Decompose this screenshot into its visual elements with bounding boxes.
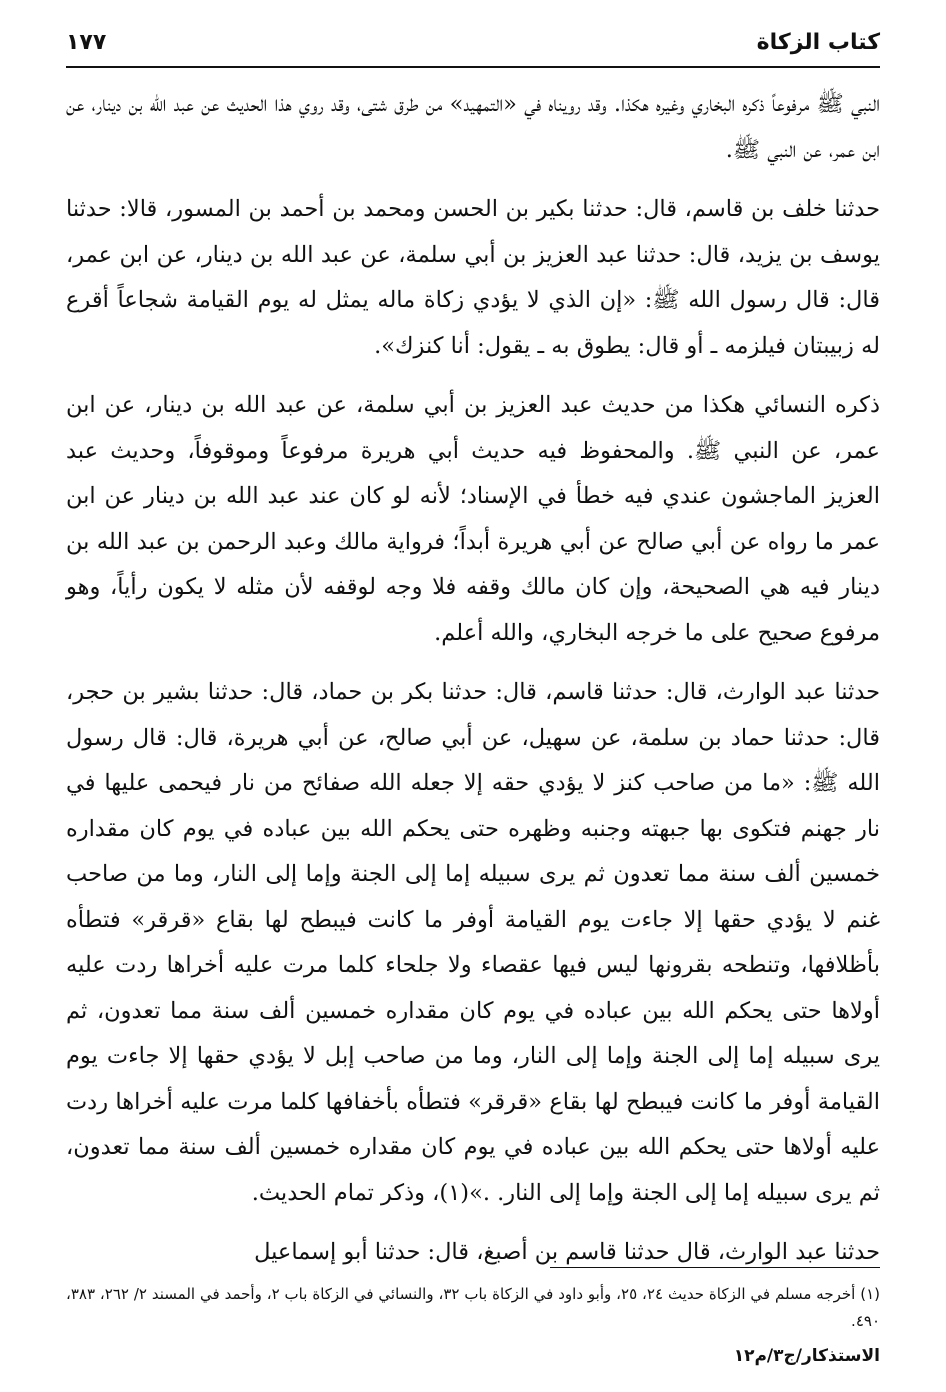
book-title: كتاب الزكاة: [756, 30, 880, 55]
paragraph: النبي ﷺ مرفوعاً ذكره البخاري وغيره هكذا. وقد رويناه في «التمهيد» من طرق شتى، وقد روي هذا الحديث عن عبد الله بن دينار، عن ابن عمر، عن النبي ﷺ.: [66, 91, 880, 163]
page-number: ١٧٧: [66, 30, 107, 55]
footnote-divider: [550, 1267, 880, 1268]
running-header: [66, 20, 880, 68]
footnote: (١) أخرجه مسلم في الزكاة حديث ٢٤، ٢٥، وأبو داود في الزكاة باب ٣٢، والنسائي في الزكاة باب ٢، وأحمد في المسند ٢/ ٢٦٢، ٣٨٣، ٤٩٠.: [66, 1285, 880, 1330]
footnotes: [66, 1281, 880, 1335]
paragraph: ذكره النسائي هكذا من حديث عبد العزيز بن أبي سلمة، عن عبد الله بن دينار، عن ابن عمر، عن النبي ﷺ. والمحفوظ فيه حديث أبي هريرة مرفوعاً وموقوفاً، وحديث عبد العزيز الماجشون عندي فيه خطأ في الإسناد؛ لأنه لو كان عند عبد الله بن دينار عن ابن عمر ما رواه عن أبي صالح عن أبي هريرة أبداً؛ فرواية مالك وعبد الرحمن بن عبد الله بن دينار فيه هي الصحيحة، وإن كان مالك وقفه فلا وجه لوقفه لأن مثله لا يكون رأياً، وهو مرفوع صحيح على ما خرجه البخاري، والله أعلم.: [66, 392, 880, 646]
main-text: [66, 82, 880, 1265]
paragraph: حدثنا عبد الوارث، قال حدثنا قاسم بن أصبغ، قال: حدثنا أبو إسماعيل: [254, 1239, 880, 1265]
paragraph: حدثنا عبد الوارث، قال: حدثنا قاسم، قال: حدثنا بكر بن حماد، قال: حدثنا بشير بن حجر، قال: حدثنا حماد بن سلمة، عن سهيل، عن أبي صالح، عن أبي هريرة، قال: قال رسول الله ﷺ: «ما من صاحب كنز لا يؤدي حقه إلا جعله الله صفائح من نار فيحمى عليها في نار جهنم فتكوى بها جبهته وجنبه وظهره حتى يحكم الله بين عباده في يوم كان مقداره خمسين ألف سنة مما تعدون ثم يرى سبيله إما إلى الجنة وإما إلى النار، وما من صاحب غنم لا يؤدي حقها إلا جاءت يوم القيامة أوفر ما كانت فيبطح لها بقاع «قرقر» فتطأه بأظلافها، وتنطحه بقرونها ليس فيها عقصاء ولا جلحاء كلما مرت عليه أخراها ردت عليه أولاها حتى يحكم الله بين عباده في يوم كان مقداره خمسين ألف سنة مما تعدون، ثم يرى سبيله إما إلى الجنة وإما إلى النار، وما من صاحب إبل لا يؤدي حقها إلا جاءت يوم القيامة أوفر ما كانت فيبطح لها بقاع «قرقر» فتطأه بأخفافها كلما مرت عليه أخراها ردت عليه أولاها حتى يحكم الله بين عباده في يوم كان مقداره خمسين ألف سنة مما تعدون، ثم يرى سبيله إما إلى الجنة وإما إلى النار. .»(١)، وذكر تمام الحديث.: [66, 679, 880, 1206]
paragraph: حدثنا خلف بن قاسم، قال: حدثنا بكير بن الحسن ومحمد بن أحمد بن المسور، قالا: حدثنا يوسف بن يزيد، قال: حدثنا عبد العزيز بن أبي سلمة، عن عبد الله بن دينار، عن ابن عمر، قال: قال رسول الله ﷺ: «إن الذي لا يؤدي زكاة ماله يمثل له يوم القيامة شجاعاً أقرع له زبيبتان فيلزمه ـ أو قال: يطوق به ـ يقول: أنا كنزك».: [66, 196, 880, 359]
printer-signature: الاستذكار/ج٣/م١٢: [733, 1346, 880, 1366]
